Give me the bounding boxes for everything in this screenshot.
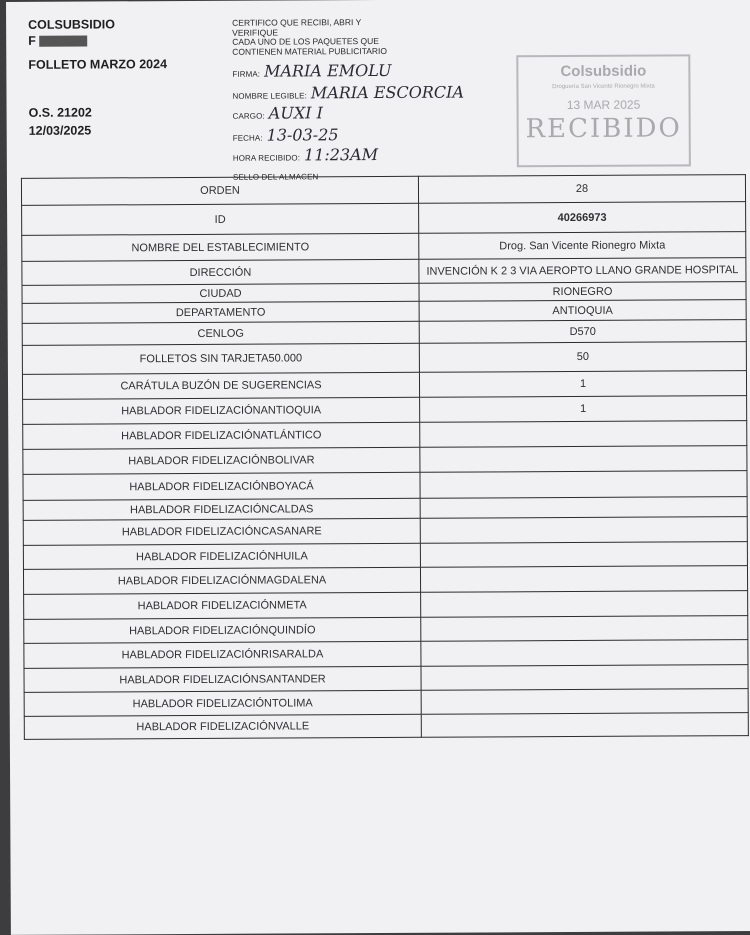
row-value (421, 689, 748, 715)
row-label: HABLADOR FIDELIZACIÓNATLÁNTICO (23, 422, 420, 449)
row-value: RIONEGRO (419, 282, 746, 302)
row-value: 28 (418, 175, 745, 204)
row-value (420, 517, 747, 544)
os-number: O.S. 21202 (28, 105, 92, 120)
table-row (22, 371, 746, 400)
field-label: HORA RECIBIDO: (232, 153, 301, 163)
table-row (24, 591, 748, 620)
table-row (22, 202, 746, 236)
redaction-mark (39, 36, 87, 47)
table-row (21, 175, 745, 206)
row-value (420, 497, 747, 519)
row-label: HABLADOR FIDELIZACIÓNANTIOQUIA (23, 397, 420, 424)
position-value: AUXI I (268, 103, 323, 123)
date-value: 13-03-25 (266, 125, 339, 145)
redacted-line: F (28, 34, 87, 48)
row-label: NOMBRE DEL ESTABLECIMIENTO (22, 233, 419, 261)
company-name: COLSUBSIDIO (28, 17, 115, 32)
row-value (421, 616, 748, 642)
row-value (420, 471, 747, 499)
stamp-date: 13 MAR 2025 (566, 97, 641, 113)
row-value (421, 713, 748, 738)
time-value: 11:23AM (303, 145, 379, 165)
signature-value: MARIA EMOLU (264, 60, 392, 81)
stamp-brand: Colsubsidio (560, 62, 647, 81)
row-value (421, 665, 748, 691)
table-row (23, 566, 747, 595)
row-label: HABLADOR FIDELIZACIÓNTOLIMA (24, 690, 421, 716)
issue-date: 12/03/2025 (28, 123, 92, 138)
certificate-text (232, 18, 387, 57)
field-cargo (232, 103, 323, 123)
field-fecha (232, 125, 339, 145)
row-label: ORDEN (21, 176, 418, 205)
row-value: 50 (419, 342, 746, 373)
certificate-line: CADA UNO DE LOS PAQUETES QUE (232, 35, 379, 47)
received-stamp (516, 54, 691, 167)
row-label: HABLADOR FIDELIZACIÓNSANTANDER (24, 666, 421, 692)
certificate-line: CONTIENEN MATERIAL PUBLICITARIO (232, 45, 388, 57)
row-label: CARÁTULA BUZÓN DE SUGERENCIAS (22, 372, 419, 399)
table-row (23, 517, 747, 546)
row-value: D570 (419, 320, 746, 344)
field-label: FECHA: (232, 133, 263, 143)
row-label: HABLADOR FIDELIZACIÓNMAGDALENA (23, 567, 420, 594)
table-row (23, 396, 747, 425)
row-value: Drog. San Vicente Rionegro Mixta (419, 232, 746, 260)
row-label: HABLADOR FIDELIZACIÓNBOYACÁ (23, 472, 420, 500)
name-value: MARIA ESCORCIA (310, 82, 465, 103)
table-row (23, 421, 747, 450)
row-label: HABLADOR FIDELIZACIÓNRISARALDA (24, 641, 421, 668)
folleto-title: FOLLETO MARZO 2024 (28, 57, 168, 72)
table-row (23, 446, 747, 475)
row-label: HABLADOR FIDELIZACIÓNVALLE (24, 714, 421, 739)
row-label: FOLLETOS SIN TARJETA50.000 (22, 343, 419, 374)
row-value: 1 (419, 371, 746, 398)
table-row (23, 471, 747, 501)
row-value (421, 591, 748, 618)
stamp-word: RECIBIDO (525, 113, 682, 145)
sello-label: SELLO DEL ALMACEN (232, 172, 319, 182)
row-label: HABLADOR FIDELIZACIÓNCASANARE (23, 518, 420, 545)
delivery-table (21, 174, 749, 740)
row-label: HABLADOR FIDELIZACIÓNCALDAS (23, 498, 420, 520)
row-label: HABLADOR FIDELIZACIÓNBOLIVAR (23, 447, 420, 474)
row-value (420, 421, 747, 448)
field-firma (232, 60, 392, 81)
field-label: NOMBRE LEGIBLE: (232, 91, 307, 101)
certificate-line: VERIFIQUE (232, 27, 279, 38)
row-value: 40266973 (419, 202, 746, 234)
stamp-line: Droguería San Vicente Rionegro Mixta (552, 83, 655, 91)
row-value: INVENCIÓN K 2 3 VIA AEROPTO LLANO GRANDE HOSPITAL (419, 258, 746, 284)
row-value (421, 640, 748, 667)
row-value: ANTIOQUIA (419, 300, 746, 322)
row-label: HABLADOR FIDELIZACIÓNHUILA (23, 543, 420, 569)
row-label: HABLADOR FIDELIZACIÓNMETA (24, 592, 421, 619)
row-value (420, 566, 747, 593)
row-value (420, 446, 747, 473)
row-label: DEPARTAMENTO (22, 301, 419, 323)
table-row (22, 342, 746, 375)
row-value: 1 (420, 396, 747, 423)
row-label: CIUDAD (22, 283, 419, 303)
field-hora (232, 145, 379, 165)
table-row (24, 640, 748, 669)
field-label: FIRMA: (232, 69, 261, 79)
field-nombre (232, 82, 465, 103)
certificate-line: CERTIFICO QUE RECIBI, ABRI Y (232, 17, 362, 28)
row-label: CENLOG (22, 321, 419, 345)
table-row (24, 713, 748, 740)
row-label: ID (22, 203, 419, 235)
document-page (6, 0, 750, 935)
field-label: CARGO: (232, 111, 265, 121)
row-label: DIRECCIÓN (22, 259, 419, 285)
row-label: HABLADOR FIDELIZACIÓNQUINDÍO (24, 617, 421, 643)
table-row (22, 232, 746, 262)
row-value (420, 542, 747, 568)
